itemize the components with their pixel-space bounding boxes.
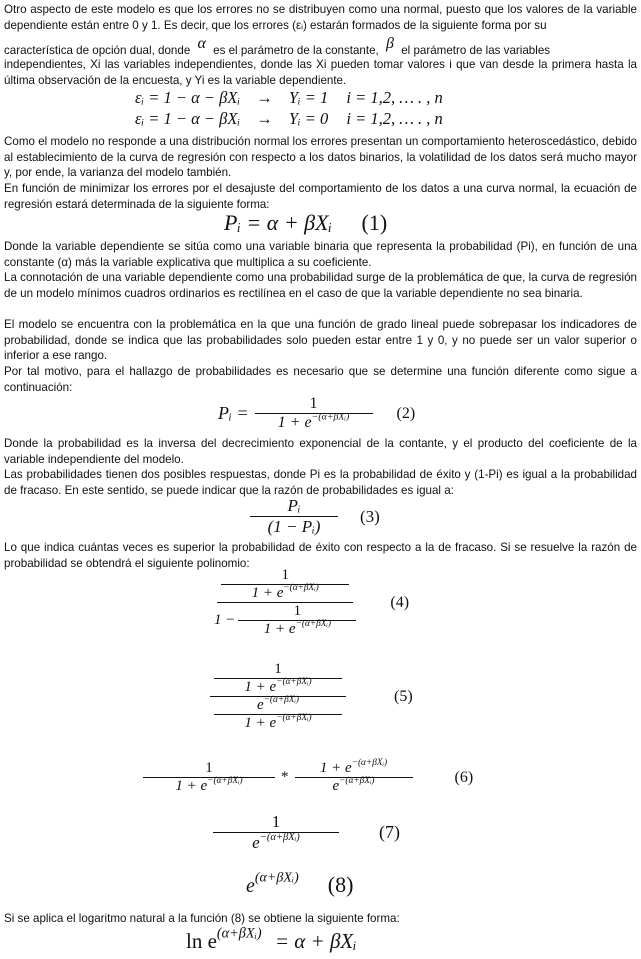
equation-3 [250,496,380,537]
numerator: $1 + e^{-(\alpha+\beta Xᵢ)}$ [295,760,413,778]
equation-number: (3) [360,506,380,526]
numerator: Pᵢ [250,496,338,517]
fraction [213,812,339,853]
paragraph-odds: Las probabilidades tienen dos posibles respuestas, donde Pi es la probabilidad de éxito y (1-Pi) es igual a la probabilidad de fracaso. En este sentido, se puede indicar que la razón de probabilidades es igual a: [4,468,637,497]
denominator: $e^{-(\alpha+\beta Xᵢ)}$ [252,832,300,852]
equation-5 [210,661,413,732]
paragraph-polynomial: Lo que indica cuántas veces es superior la probabilidad de éxito con respecto a la de fracaso. Si se resuelve la razón de probabilidad se obtendrá el siguiente polinomio: [4,541,637,570]
equation-error-y0 [135,109,443,129]
equation-part: i = 1,2, … . , n [346,109,443,128]
equation-part: Pᵢ = α + βXᵢ [224,210,333,235]
paragraph-linear-problem: El modelo se encuentra con la problemática en la que una función de grado lineal puede sobrepasar los indicadores de probabilidad, donde se indica que las probabilidades solo pueden estar entre 1 y 0, y no puede ser un valor superior o inferior a ese rango. [4,318,637,363]
fraction: $\frac{1}{1 + e^{-(\alpha+\beta Xᵢ)}}$ [238,603,356,638]
equation-number: (2) [396,404,416,422]
fraction [250,496,338,537]
equation-number: (6) [454,768,474,786]
equation-part: Yᵢ = 1 [288,88,329,107]
fraction [210,567,360,638]
text-fragment: el parámetro de las variables [401,44,551,57]
paragraph-heteroscedastic: Como el modelo no responde a una distribución normal los errores presentan un comportamiento heteroscedástico, debido al establecimiento de la curva de regresión con respecto a los datos binarios, la volatilidad de los datos será mucho mayor y, por ende, la varianza del modelo también. [4,135,637,180]
numerator [210,661,346,697]
denominator: $1 + e^{-(\alpha+\beta Xᵢ)}$ [277,411,350,431]
fraction [255,395,373,432]
equation-part: εᵢ = 1 − α − βXᵢ [135,109,241,128]
denominator [210,697,346,732]
equation-part: ln e [186,929,217,953]
denominator: 1 − $\frac{1}{1 + e^{-(\alpha+\beta Xᵢ)}}$ [210,603,360,638]
numerator: 1 [213,812,339,833]
equation-number: (7) [379,822,400,842]
fraction [210,661,346,732]
equation-part: i = 1,2, … . , n [346,88,443,107]
alpha-symbol: α [197,35,206,52]
paragraph-binary-variable: Donde la variable dependiente se sitúa como una variable binaria que representa la probabilidad (Pi), en función de una constante (α) más la variable explicativa que multiplica a su coeficiente. [4,240,637,269]
paragraph-natural-log: Si se aplica el logaritmo natural a la función (8) se obtiene la siguiente forma: [4,912,400,925]
equation-part: Pᵢ = [218,403,249,423]
paragraph-parameters [4,35,637,59]
fraction: $\frac{1}{1 + e^{-(\alpha+\beta Xᵢ)}}$ [221,567,349,602]
paragraph-minimize-errors: En función de minimizar los errores por el desajuste del comportamiento de los datos a una curva normal, la ecuación de regresión estará determinada de la siguiente forma: [4,182,637,211]
equation-8: $e^{(\alpha+\beta Xᵢ)}$ (8) [246,870,354,897]
multiply-icon: * [281,769,289,785]
numerator: 1 [143,760,275,778]
fraction: $\frac{e^{-(\alpha+\beta Xᵢ)}}{1 + e^{-(\alpha+\beta Xᵢ)}}$ [214,697,342,732]
denominator: $1 + e^{-(\alpha+\beta Xᵢ)}$ [175,776,243,794]
equation-7 [213,812,400,853]
equation-1 [224,210,387,236]
fraction [143,760,275,795]
equation-6 [143,760,473,795]
text-fragment: característica de opción dual, donde [4,44,191,57]
paragraph-variables: independientes, Xi las variables independientes, donde las Xi pueden tomar valores i que van desde la primera hasta la última observación de la encuesta, y Yi es la variable dependiente. [4,58,637,87]
equation-number: (1) [361,210,388,235]
paragraph-errors-intro: Otro aspecto de este modelo es que los errores no se distribuyen como una normal, puesto que los valores de la variable dependiente están entre 0 y 1. Es decir, que los errores (εᵢ) estarán formados de la siguiente forma por su [4,3,637,32]
equation-number: (4) [390,593,410,611]
fraction [295,760,413,795]
denominator: $e^{-(\alpha+\beta Xᵢ)}$ [332,776,375,794]
equation-2 [218,395,415,432]
numerator: 1 [255,395,373,414]
equation-error-y1 [135,88,443,108]
fraction: $\frac{1}{1 + e^{-(\alpha+\beta Xᵢ)}}$ [214,661,342,696]
equation-4 [210,567,409,638]
arrow-icon: → [256,109,273,128]
equation-part: = α + βXᵢ [274,929,357,953]
beta-symbol: β [386,35,394,52]
paragraph-inverse: Donde la probabilidad es la inversa del decrecimiento exponencial de la contante, y el producto del coeficiente de la variable independiente del modelo. [4,437,637,466]
numerator [217,567,353,603]
denominator: (1 − Pᵢ) [267,517,321,536]
arrow-icon: → [256,88,273,107]
text-fragment: es el parámetro de la constante, [213,44,379,57]
paragraph-connotation: La connotación de una variable dependiente como una probabilidad surge de la problemática de que, la curva de regresión de un modelo mínimos cuadros ordinarios es rectilínea en el caso de que la variable dependiente no sea binaria. [4,271,637,300]
equation-9: $\ln e^{(\alpha+\beta Xᵢ)} = \alpha$ + βXᵢ [186,925,357,953]
equation-part: Yᵢ = 0 [288,109,329,128]
equation-number: (5) [394,687,413,705]
equation-part: e [246,875,255,897]
equation-number: (8) [327,872,354,897]
equation-part: εᵢ = 1 − α − βXᵢ [135,88,241,107]
paragraph-new-function: Por tal motivo, para el hallazgo de probabilidades es necesario que se determine una función diferente como sigue a continuación: [4,365,637,394]
